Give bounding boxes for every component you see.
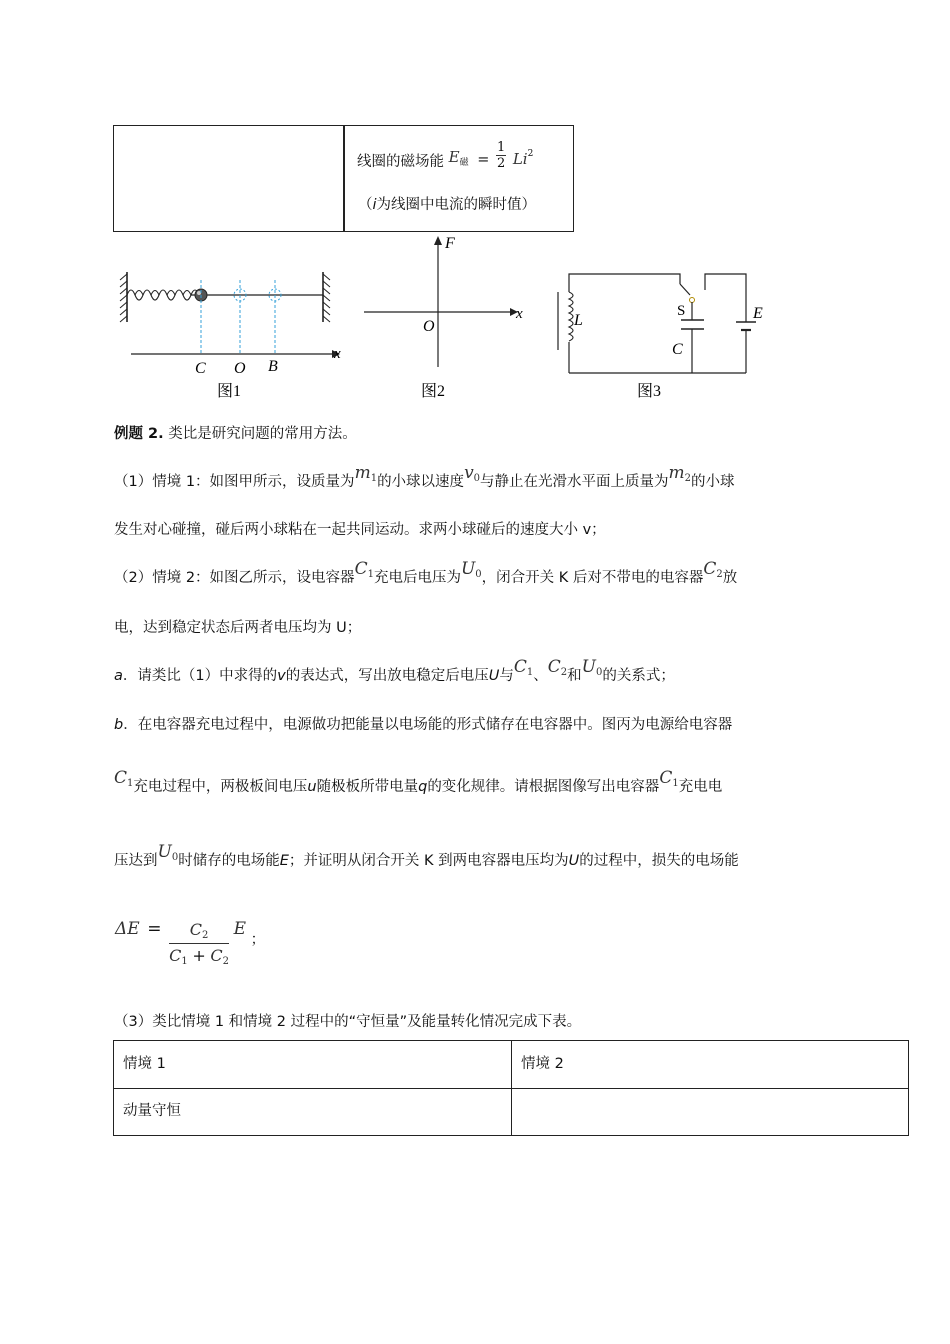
var-m2-base: m: [668, 463, 685, 483]
formula-numerator: [169, 920, 229, 944]
pb-var-c1-b: [659, 768, 678, 788]
energy-rhs: Li: [512, 149, 528, 168]
p2-text-c: ，闭合开关 K 后对不带电的电容器: [481, 570, 704, 586]
magnetic-energy-formula: [357, 140, 533, 171]
paragraph-b-line-1: [114, 713, 732, 734]
p2-text-b: 充电后电压为: [373, 570, 461, 586]
energy-frac-num: 1: [496, 140, 506, 155]
pa-var-u0-sub: 0: [595, 667, 603, 678]
paragraph-2: [114, 559, 738, 588]
pb-line2d: 充电电: [678, 779, 723, 795]
fig2-label-O: O: [423, 318, 435, 335]
p1-text-a: （1）情境 1：如图甲所示，设质量为: [114, 474, 355, 490]
pa-var-c2: [548, 657, 567, 677]
var-c1: [355, 559, 374, 579]
var-c2-sub: 2: [716, 569, 723, 580]
formula-denominator: [169, 944, 229, 967]
table-header-scenario-1: 情境 1: [123, 1056, 166, 1072]
formula-den-c1: C: [169, 946, 182, 965]
pa-var-c1-base: C: [513, 657, 527, 677]
pb-var-e: E: [279, 853, 289, 869]
pa-var-c1: [514, 657, 533, 677]
pb-var-c1b-sub: 1: [672, 778, 679, 789]
pb-var-q: q: [418, 779, 428, 795]
pa-text-b: 的表达式，写出放电稳定后电压: [285, 668, 489, 684]
energy-subscript: 磁: [459, 157, 469, 168]
formula-eq: =: [147, 918, 162, 939]
fig1-label-B: B: [268, 358, 278, 375]
pa-text-c: 与: [499, 668, 514, 684]
pb-var-u: u: [307, 779, 317, 795]
pb-line1: ．在电容器充电过程中，电源做功把能量以电场能的形式储存在电容器中。图丙为电源给电容器: [123, 717, 733, 733]
var-c2: [703, 559, 722, 579]
energy-fraction: [496, 140, 506, 171]
top-table-left-cell: [113, 125, 345, 232]
pb-var-c1b-base: C: [659, 768, 673, 788]
paragraph-b-line-2: [114, 768, 723, 797]
figure-1-spring-oscillator: [110, 262, 350, 407]
var-v0-sub: 0: [473, 473, 481, 484]
paragraph-b-line-3: [114, 842, 739, 871]
bottom-table-row1-right: [511, 1088, 909, 1136]
fig1-label-C: C: [195, 360, 206, 377]
var-m1: [355, 463, 378, 483]
pa-var-v: v: [277, 668, 286, 684]
figure-3-lc-circuit: [550, 262, 770, 407]
pb-line3c: ；并证明从闭合开关 K 到两电容器电压均为: [288, 853, 569, 869]
fig3-label-E: E: [753, 305, 763, 322]
pb-var-uu: U: [568, 853, 580, 869]
pa-var-u: U: [488, 668, 500, 684]
pb-var-u0: [158, 842, 179, 862]
formula-num-c: C: [189, 920, 203, 939]
pb-line2b: 随极板所带电量: [316, 779, 419, 795]
var-v0: [464, 463, 480, 483]
p1-text-d: 的小球: [691, 474, 735, 490]
var-v0-base: v: [464, 463, 474, 483]
pb-line3a: 压达到: [114, 853, 158, 869]
formula-den-c2: C: [210, 946, 223, 965]
fig1-label-x: x: [334, 346, 341, 362]
p2-text-a: （2）情境 2：如图乙所示，设电容器: [114, 570, 355, 586]
var-c2-base: C: [703, 559, 717, 579]
pa-text-a: ．请类比（1）中求得的: [122, 668, 278, 684]
fig3-label-C: C: [672, 341, 683, 358]
p1-text-b: 的小球以速度: [377, 474, 465, 490]
fig2-label-x: x: [516, 306, 523, 322]
pa-var-c2-base: C: [547, 657, 561, 677]
energy-symbol: E: [448, 147, 460, 166]
p2-text-d: 放: [722, 570, 738, 586]
figure-2-force-axes: [360, 232, 535, 407]
fig3-label-L: L: [574, 312, 583, 329]
formula-den-c2-sub: 2: [222, 956, 230, 967]
p1-text-c: 与静止在光滑水平面上质量为: [480, 474, 669, 490]
example-title: 例题 2.: [114, 426, 164, 442]
pb-var-c1: [114, 768, 133, 788]
energy-eq-sign: =: [477, 151, 490, 168]
energy-label: 线圈的磁场能: [357, 153, 444, 170]
pa-var-u0: [582, 657, 603, 677]
formula-den-c1-sub: 1: [181, 956, 188, 967]
pa-label: a: [114, 668, 123, 684]
note-var: i: [372, 197, 377, 213]
energy-loss-formula: [115, 920, 265, 967]
formula-tail: ；: [250, 931, 266, 948]
pb-var-u0-base: U: [157, 842, 172, 862]
pa-sep: 、: [533, 668, 548, 684]
note-open: （: [358, 197, 373, 213]
formula-fraction: [169, 920, 229, 967]
var-m1-sub: 1: [370, 473, 378, 484]
var-m2: [669, 463, 692, 483]
pa-text-d: 的关系式；: [602, 668, 675, 684]
paragraph-a: [114, 657, 675, 686]
current-note: [358, 193, 536, 214]
formula-lhs: ΔE: [115, 918, 140, 939]
switch-contact: [690, 298, 695, 303]
pb-line3d: 的过程中，损失的电场能: [579, 853, 739, 869]
example-title-line: [114, 422, 357, 443]
fig1-caption: 图1: [217, 383, 242, 400]
var-m2-sub: 2: [684, 473, 692, 484]
paragraph-1: [114, 463, 735, 492]
paragraph-2-line-2: 电，达到稳定状态后两者电压均为 U；: [114, 620, 362, 636]
pb-line2c: 的变化规律。请根据图像写出电容器: [427, 779, 660, 795]
var-c1-base: C: [354, 559, 368, 579]
pb-var-c1-base: C: [114, 768, 128, 788]
fig3-label-S: S: [677, 303, 686, 319]
energy-frac-den: 2: [496, 156, 506, 171]
fig1-label-O: O: [234, 360, 246, 377]
paragraph-1-line-2: 发生对心碰撞，碰后两小球粘在一起共同运动。求两小球碰后的速度大小 v；: [114, 522, 606, 538]
fig2-label-F: F: [445, 235, 455, 252]
example-intro: 类比是研究问题的常用方法。: [168, 426, 357, 442]
var-u0-sub: 0: [475, 569, 482, 580]
var-u0-base: U: [460, 559, 476, 579]
paragraph-3: （3）类比情境 1 和情境 2 过程中的“守恒量”及能量转化情况完成下表。: [114, 1014, 582, 1030]
var-m1-base: m: [354, 463, 371, 483]
inductor-coil: [569, 292, 573, 341]
pb-var-c1-sub: 1: [127, 778, 134, 789]
energy-sup: 2: [527, 148, 534, 159]
var-u0: [461, 559, 482, 579]
var-c1-sub: 1: [367, 569, 374, 580]
pa-var-c1-sub: 1: [526, 667, 534, 678]
pa-var-c2-sub: 2: [560, 667, 568, 678]
bottom-table-header-left: [113, 1040, 512, 1089]
formula-plus: +: [192, 946, 206, 965]
fig2-caption: 图2: [421, 383, 446, 400]
pb-line2a: 充电过程中，两极板间电压: [133, 779, 308, 795]
pb-line3b: 时储存的电场能: [178, 853, 280, 869]
pa-and: 和: [567, 668, 582, 684]
formula-num-sub: 2: [202, 930, 209, 941]
fig3-caption: 图3: [637, 383, 662, 400]
table-header-scenario-2: 情境 2: [521, 1056, 564, 1072]
table-cell-momentum: 动量守恒: [123, 1103, 181, 1119]
spring: [127, 290, 199, 300]
pa-var-u0-base: U: [581, 657, 596, 677]
pb-var-u0-sub: 0: [171, 852, 179, 863]
bottom-table-header-right: [511, 1040, 909, 1089]
note-text: 为线圈中电流的瞬时值）: [376, 197, 537, 213]
pb-label: b: [114, 717, 124, 733]
formula-rhs: E: [233, 918, 247, 939]
